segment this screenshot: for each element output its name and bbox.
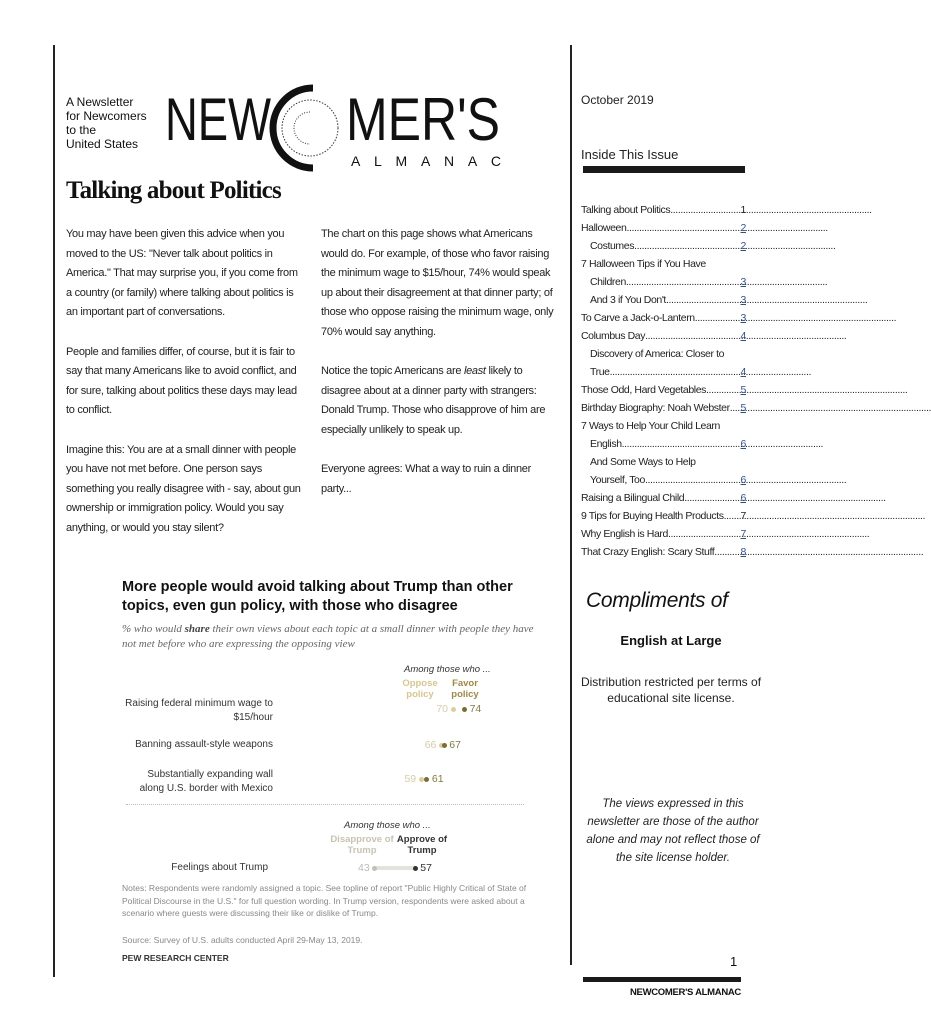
toc-item-title: Talking about Politics: [581, 204, 671, 216]
chart-credit: PEW RESEARCH CENTER: [122, 953, 229, 963]
toc-page-link[interactable]: 7: [740, 528, 746, 540]
toc-page-link[interactable]: 4: [740, 330, 746, 342]
value-label-approve: 57: [420, 862, 432, 874]
toc-item-title: Raising a Bilingual Child: [581, 492, 685, 504]
toc-leader-dots: [695, 309, 740, 327]
toc-item-title: Halloween: [581, 222, 627, 234]
toc-item-title: And Some Ways to Help: [590, 456, 696, 468]
toc-item[interactable]: [581, 237, 746, 255]
text: Notice the topic Americans are: [321, 365, 464, 378]
toc-page-link[interactable]: 6: [740, 438, 746, 450]
paragraph: The chart on this page shows what Americans would do. For example, of those who favor raising the minimum wage to $15/hour, 74% would speak up about their disagreement at that dinner party; of those who oppose raising the minimum wage, only 70% would say anything.: [321, 228, 554, 338]
dot-approve: [413, 866, 418, 871]
toc-page-link[interactable]: 8: [740, 546, 746, 558]
value-label-oppose: 59: [404, 773, 417, 785]
article-column-2: [321, 225, 555, 519]
toc-item-title: Columbus Day: [581, 330, 646, 342]
toc-item-title: Why English is Hard: [581, 528, 668, 540]
toc-leader-dots: [706, 381, 740, 399]
dot-favor: [442, 743, 447, 748]
gap-bar: [375, 866, 416, 870]
chart-category-label: Feelings about Trump: [171, 862, 268, 873]
toc-page-link[interactable]: 5: [740, 402, 746, 414]
newcomers-almanac-logo: [165, 82, 555, 172]
chart-notes: Notes: Respondents were randomly assigned a topic. See topline of report "Public Highly Critical of State of Political Discourse in the U.S." for full question wording. In Trump version, respondents were asked about a scenario where guests were discussing their like or dislike of Trump.: [122, 883, 527, 918]
toc-item-title: True: [590, 366, 610, 378]
tagline-line: United States: [66, 137, 139, 151]
value-label-oppose: 66: [424, 739, 437, 751]
toc-item-title: Costumes: [590, 240, 635, 252]
article-title: Talking about Politics: [66, 177, 281, 204]
dot-oppose: [451, 707, 456, 712]
toc-item-title: Children: [590, 276, 626, 288]
toc-item[interactable]: [581, 525, 746, 543]
compliments-heading: Compliments of: [586, 589, 728, 612]
paragraph: You may have been given this advice when you moved to the US: "Never talk about politics in America." That may surprise you, if you come from a country (or family) where talking about politics is an important part of conversations.: [66, 228, 298, 319]
toc-item-title: 9 Tips for Buying Health Products: [581, 510, 724, 522]
among-label: Among those who ...: [404, 664, 491, 675]
toc-item-title: Birthday Biography: Noah Webster: [581, 402, 730, 414]
paragraph: [321, 362, 555, 440]
toc-page-link[interactable]: 5: [740, 384, 746, 396]
logo-graphic: [165, 82, 555, 172]
legend-approve: Approve of Trump: [396, 834, 448, 856]
toc-leader-dots: [730, 399, 740, 417]
toc-page-link[interactable]: 6: [740, 474, 746, 486]
svg-text:NEW: NEW: [165, 86, 272, 153]
tagline-line: for Newcomers: [66, 109, 147, 123]
toc-page-number: 1: [740, 204, 746, 216]
value-label-favor: 61: [431, 773, 444, 785]
toc-item-title: 7 Ways to Help Your Child Learn: [581, 420, 720, 432]
toc-item[interactable]: [581, 399, 746, 417]
license-note: Distribution restricted per terms of educational site license.: [580, 675, 762, 705]
toc-item: [581, 453, 746, 471]
toc-leader-dots: [645, 471, 740, 489]
inside-this-issue-heading: Inside This Issue: [581, 147, 679, 162]
tagline-line: to the: [66, 123, 97, 137]
svg-text:MER'S: MER'S: [346, 86, 500, 153]
toc-leader-dots: [645, 327, 739, 345]
toc-item: [581, 417, 746, 435]
toc-item: [581, 201, 746, 219]
toc-item[interactable]: [581, 489, 746, 507]
toc-item[interactable]: [581, 219, 746, 237]
toc-item: [581, 507, 746, 525]
dot-oppose: [439, 743, 444, 748]
text: their own views about each topic at a small dinner with people they have not met before who are expressing the opposing view: [122, 623, 534, 650]
chart-title: More people would avoid talking about Trump than other topics, even gun policy, with those who disagree: [122, 579, 513, 614]
toc-leader-dots: [724, 507, 740, 525]
heading-bar: [583, 166, 745, 173]
dot-oppose: [419, 777, 424, 782]
footer-bar: [583, 977, 741, 982]
toc-item[interactable]: [581, 291, 746, 309]
masthead-tagline: [66, 95, 162, 151]
toc-item[interactable]: [581, 363, 746, 381]
toc-item-title: 7 Halloween Tips if You Have: [581, 258, 706, 270]
value-label-disapprove: 43: [358, 862, 370, 874]
toc-item-title: To Carve a Jack-o-Lantern: [581, 312, 695, 324]
toc-page-link[interactable]: 3: [740, 312, 746, 324]
value-label-favor: 74: [469, 703, 482, 715]
text: likely to disagree about at a dinner party with strangers: Donald Trump. Those who disapprove of him are especially unlikely to speak up.: [321, 365, 546, 436]
legend-favor: Favor policy: [451, 678, 479, 700]
toc-page-link[interactable]: 4: [740, 366, 746, 378]
sidebar-rule: [570, 45, 572, 965]
toc-page-link[interactable]: 3: [740, 276, 746, 288]
chart-category-label: Substantially expanding wall along U.S. border with Mexico: [139, 769, 273, 794]
toc-page-link[interactable]: 6: [740, 492, 746, 504]
emphasis: least: [463, 365, 486, 378]
value-label-favor: 67: [449, 739, 461, 751]
toc-item[interactable]: [581, 381, 746, 399]
among-label: Among those who ...: [344, 820, 431, 831]
toc-leader-dots: [670, 201, 739, 219]
emphasis: share: [184, 623, 210, 635]
article-column-1: [66, 225, 306, 558]
toc-item[interactable]: [581, 471, 746, 489]
toc-leader-dots: [666, 291, 740, 309]
toc-item[interactable]: [581, 327, 746, 345]
legend-disapprove: Disapprove of Trump: [330, 834, 394, 856]
toc-item: [581, 255, 746, 273]
chart-source: Source: Survey of U.S. adults conducted April 29-May 13, 2019.: [122, 935, 363, 945]
paragraph: People and families differ, of course, but it is fair to say that many Americans like to avoid conflict, and for sure, talking about politics these days may lead to conflict.: [66, 345, 297, 417]
table-of-contents: [581, 201, 746, 561]
page-number: 1: [730, 954, 738, 969]
paragraph: Imagine this: You are at a small dinner with people you have not met before. One person says something you really disagree with - say, about gun ownership or immigration policy. Would you say anything, or would you stay silent?: [66, 443, 301, 534]
svg-text:ALMANAC: ALMANAC: [351, 153, 501, 169]
toc-item: [581, 345, 746, 363]
dot-favor: [424, 777, 429, 782]
issue-date: October 2019: [581, 93, 654, 107]
dot-favor: [462, 707, 467, 712]
toc-page-link[interactable]: 2: [740, 240, 746, 252]
text: % who would: [122, 623, 185, 635]
toc-leader-dots: [626, 219, 739, 237]
toc-item-title: Those Odd, Hard Vegetables: [581, 384, 707, 396]
disclaimer: The views expressed in this newsletter are those of the author alone and may not reflect those of the site license holder.: [586, 798, 760, 864]
chart-category-label: Banning assault-style weapons: [135, 739, 273, 750]
dot-disapprove: [372, 866, 377, 871]
toc-item[interactable]: [581, 435, 746, 453]
toc-item-title: That Crazy English: Scary Stuff...: [581, 546, 722, 558]
sponsor-name: English at Large: [620, 633, 722, 648]
toc-leader-dots: [634, 237, 739, 255]
toc-leader-dots: [626, 273, 740, 291]
left-rule: [53, 45, 55, 977]
value-label-oppose: 70: [436, 703, 448, 715]
chart-category-label: Raising federal minimum wage to $15/hour: [125, 698, 273, 723]
toc-leader-dots: [622, 435, 740, 453]
toc-item-title: Discovery of America: Closer to: [590, 348, 725, 360]
toc-leader-dots: [668, 525, 740, 543]
toc-item-title: Yourself, Too: [590, 474, 645, 486]
chart-subtitle: [122, 622, 547, 652]
tagline-line: A Newsletter: [66, 95, 134, 109]
chart-separator: [126, 804, 524, 805]
toc-item[interactable]: [581, 309, 746, 327]
toc-leader-dots: [722, 543, 740, 561]
toc-item-title: And 3 if You Don't: [590, 294, 666, 306]
toc-page-number: 7: [740, 510, 746, 522]
toc-item[interactable]: [581, 543, 746, 561]
toc-item[interactable]: [581, 273, 746, 291]
toc-page-link[interactable]: 2: [740, 222, 746, 234]
toc-leader-dots: [610, 363, 740, 381]
toc-leader-dots: [684, 489, 739, 507]
toc-page-link[interactable]: 3: [740, 294, 746, 306]
paragraph: Everyone agrees: What a way to ruin a dinner party...: [321, 463, 531, 495]
footer-publication-name: NEWCOMER'S ALMANAC: [629, 987, 741, 998]
legend-oppose: Oppose policy: [402, 678, 438, 700]
toc-item-title: English: [590, 438, 622, 450]
